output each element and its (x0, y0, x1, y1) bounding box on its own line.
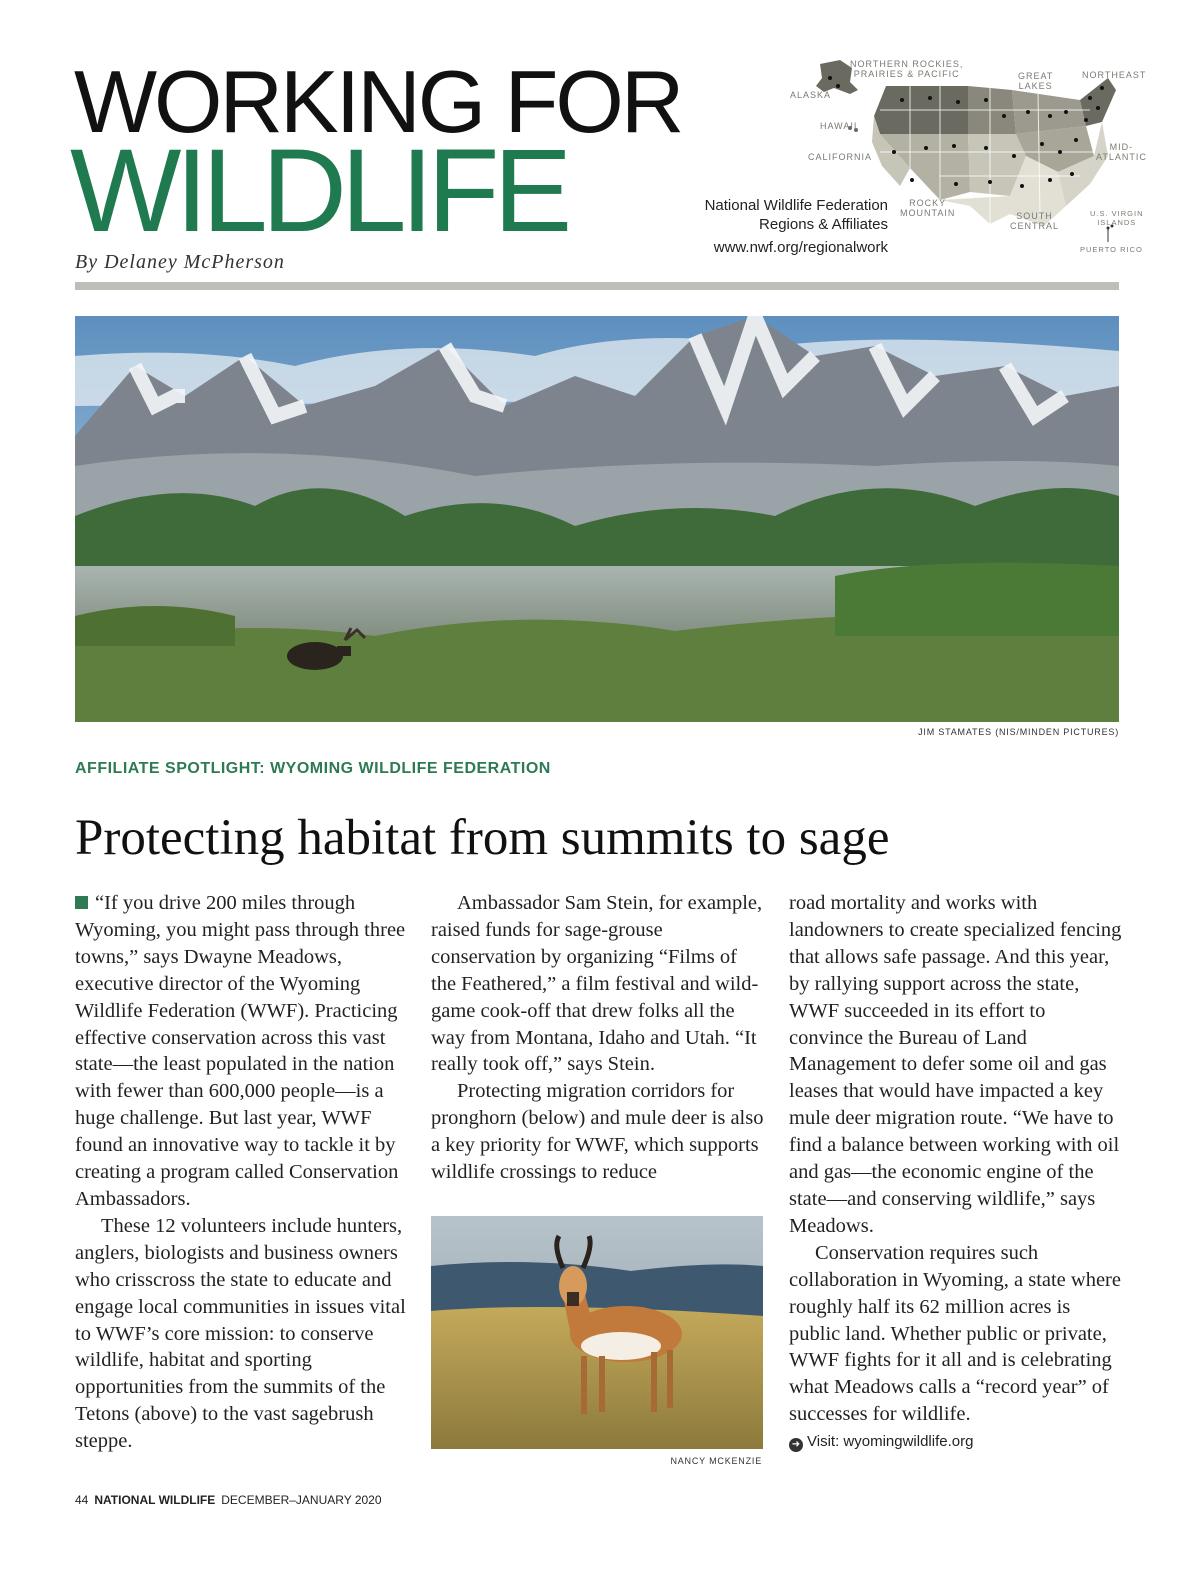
page-footer (75, 1493, 382, 1507)
body-column-1 (75, 890, 410, 1455)
map-label-great-lakes: GREAT LAKES (1018, 71, 1054, 91)
body-paragraph: These 12 volunteers include hunters, anglers, biologists and business owners who crisscross the state to educate and engage local communities in issues vital to WWF’s core mission: to conserve wildlife, habitat and sporting opportunities from the summits of the Tetons (above) to the vast sagebrush steppe. (75, 1214, 406, 1453)
body-paragraph: road mortality and works with landowners to create specialized fencing that allows safe passage. And this year, by rallying support across the state, WWF succeeded in its effort to convince the Bureau of Land Management to defer some oil and gas leases that would have impacted a key mule deer migration route. “We have to find a balance between working with oil and gas—the economic engine of the state—and conserving wildlife,” says Meadows. (789, 892, 1122, 1237)
visit-label: Visit: wyomingwildlife.org (807, 1433, 974, 1450)
arrow-right-circle-icon: ➜ (789, 1438, 803, 1452)
regions-map (790, 56, 1162, 266)
title-line-2: WILDLIFE (70, 125, 567, 257)
map-label-puerto-rico: PUERTO RICO (1080, 245, 1143, 254)
issue-date: DECEMBER–JANUARY 2020 (221, 1493, 382, 1507)
mountain-landscape-icon (75, 316, 1119, 722)
map-label-northeast: NORTHEAST (1082, 70, 1147, 80)
section-start-square-icon (75, 896, 88, 909)
regions-caption-line-1: National Wildlife Federation (704, 197, 888, 214)
body-paragraph: Conservation requires such collaboration in Wyoming, a state where roughly half its 62 million acres is public land. Whether public or private, WWF fights for it all and is celebrating what Meadows calls a “record year” of successes for wildlife. (789, 1241, 1121, 1426)
hero-photo-credit: JIM STAMATES (NIS/MINDEN PICTURES) (918, 727, 1119, 737)
pronghorn-photo (431, 1216, 763, 1449)
map-label-mid-atlantic: MID- ATLANTIC (1096, 142, 1147, 162)
visit-link[interactable] (789, 1433, 973, 1452)
map-label-northern-rockies: NORTHERN ROCKIES, PRAIRIES & PACIFIC (850, 59, 964, 79)
page-number: 44 (75, 1493, 89, 1507)
title-line-1: WORKING FOR (74, 52, 682, 151)
byline: By Delaney McPherson (75, 251, 285, 273)
map-label-hawaii: HAWAII (820, 121, 858, 131)
body-paragraph: “If you drive 200 miles through Wyoming, you might pass through three towns,” says Dwayne Meadows, executive director of the Wyoming Wildlife Federation (WWF). Practicing effective conservation across this vast state—the least populated in the nation with fewer than 600,000 people—is a huge challenge. But last year, WWF found an innovative way to tackle it by creating a program called Conservation Ambassadors. (75, 892, 406, 1210)
section-kicker: AFFILIATE SPOTLIGHT: WYOMING WILDLIFE FEDERATION (75, 760, 551, 777)
map-label-california: CALIFORNIA (808, 152, 873, 162)
body-column-2 (431, 890, 766, 1186)
regions-caption-line-2: Regions & Affiliates (759, 216, 888, 233)
body-column-3 (789, 890, 1124, 1428)
hero-photo (75, 316, 1119, 722)
article-headline: Protecting habitat from summits to sage (75, 810, 890, 866)
magazine-name: NATIONAL WILDLIFE (94, 1493, 216, 1507)
body-paragraph: Protecting migration corridors for pronghorn (below) and mule deer is also a key priority for WWF, which supports wildlife crossings to reduce (431, 1080, 764, 1184)
regions-url-link[interactable]: www.nwf.org/regionalwork (713, 239, 888, 256)
pronghorn-antelope-icon (431, 1216, 763, 1449)
map-label-south-central: SOUTH CENTRAL (1010, 211, 1060, 231)
pronghorn-photo-credit: NANCY MCKENZIE (670, 1456, 762, 1466)
map-label-virgin-islands: U.S. VIRGIN ISLANDS (1090, 209, 1144, 227)
body-paragraph: Ambassador Sam Stein, for example, raised funds for sage-grouse conservation by organizing “Films of the Feathered,” a film festival and wild-game cook-off that drew folks all the way from Montana, Idaho and Utah. “It really took off,” says Stein. (431, 892, 763, 1076)
map-label-rocky-mountain: ROCKY MOUNTAIN (900, 198, 956, 218)
header-rule (75, 282, 1119, 290)
map-label-alaska: ALASKA (790, 90, 832, 100)
